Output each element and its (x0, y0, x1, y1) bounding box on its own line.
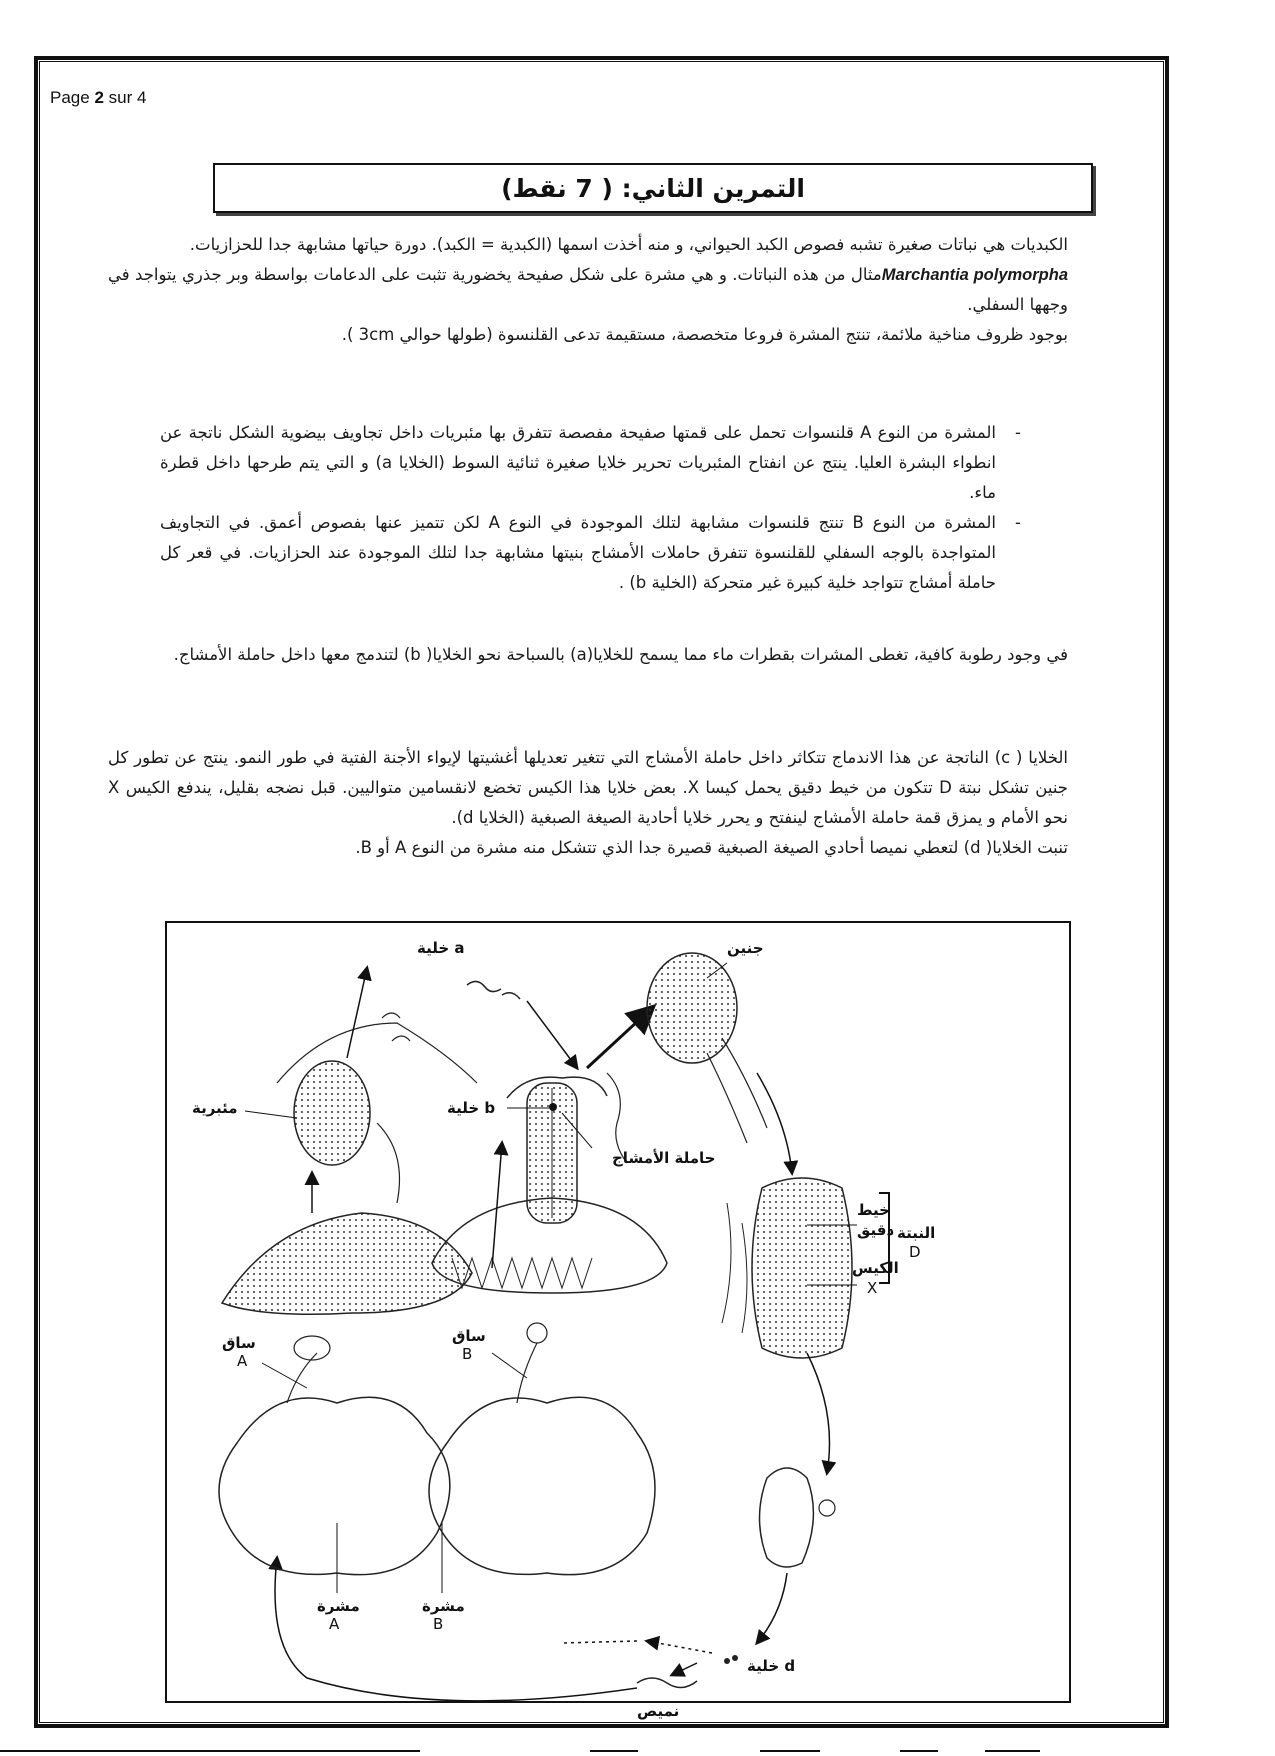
spore-d (732, 1655, 738, 1661)
label-thallus-b-1: مشرة (422, 1597, 465, 1615)
life-cycle-diagram (167, 923, 1069, 1720)
arrow-up-archegonium (492, 1143, 502, 1268)
embryo-drawing (647, 953, 767, 1143)
list-item (160, 418, 1040, 508)
fertilization-paragraph (108, 640, 1068, 670)
page-number-current: 2 (94, 88, 104, 107)
label-cell-d: خلية d (747, 1657, 796, 1675)
paragraph-2: في وجود رطوبة كافية، تغطى المشرات بقطرات ماء مما يسمح للخلايا(a) بالسباحة نحو الخلايا( b) لتندمج معها داخل حاملة الأمشاج. (173, 645, 1068, 664)
bullet-marker: - (1015, 423, 1021, 442)
footer-rule (900, 1750, 938, 1752)
thallus-type-list (160, 418, 1040, 598)
label-thallus-b-2: B (433, 1615, 444, 1633)
label-cell-b: خلية b (447, 1099, 496, 1117)
page-number-prefix: Page (50, 88, 90, 107)
leader-stalk-b (492, 1353, 527, 1378)
label-stalk-a-1: ساق (222, 1334, 256, 1352)
intro-section (108, 230, 1068, 350)
thallus-a-drawing (219, 1336, 450, 1575)
released-sperm (392, 1036, 410, 1041)
label-archegonium: حاملة الأمشاج (612, 1149, 716, 1167)
bullet-text-type-a: المشرة من النوع A قلنسوات تحمل على قمتها صفيحة مفصصة تتفرق بها مئبريات داخل تجاويف بيضوية الشكل ناتجة عن انطواء البشرة العليا. ينتج عن انفتاح المئبريات تحرير خلايا صغيرة ثنائية السوط (الخلايا a) و التي يتم طرحها داخل قطرة ماء. (160, 423, 996, 502)
footer-rule (985, 1750, 1040, 1752)
footer-rule (760, 1750, 820, 1752)
open-capsule-drawing (760, 1468, 836, 1567)
exercise-title-box (213, 163, 1093, 213)
development-paragraph (108, 743, 1068, 863)
arrow-a-to-archegonium (527, 1001, 577, 1068)
footer-rule (590, 1750, 638, 1752)
intro-paragraph-3: بوجود ظروف مناخية ملائمة، تنتج المشرة فروعا متخصصة، مستقيمة تدعى القلنسوة (طولها حوالي 3cm ). (341, 325, 1068, 344)
label-sac-2: X (867, 1279, 878, 1297)
arrow-to-embryo (587, 1008, 652, 1068)
label-plant-2: D (909, 1243, 921, 1261)
label-filament-1: خيط (857, 1201, 890, 1219)
label-plant-1: النبتة (897, 1224, 936, 1242)
label-embryo: جنين (727, 939, 764, 957)
label-sac-1: الكيس (852, 1259, 899, 1277)
intro-paragraph-2-text: مثال من هذه النباتات. و هي مشرة على شكل صفيحة يخضورية تثبت على الدعامات بواسطة وبر جذري يتواجد في وجهها السفلي. (108, 265, 1068, 314)
sporophyte-drawing (722, 1178, 852, 1358)
exercise-title: التمرين الثاني: ( 7 نقط) (501, 173, 805, 203)
bullet-text-type-b: المشرة من النوع B تنتج قلنسوات مشابهة لتلك الموجودة في النوع A لكن تتميز عنها بفصوص أعمق. في التجاويف المتواجدة بالوجه السفلي للقلنسوة تتفرق حاملات الأمشاج بنيتها مشابهة جدا لتلك الموجودة عند الحزازيات. في قعر كل حاملة أمشاج تتواجد خلية كبيرة غير متحركة (الخلية b) . (160, 513, 997, 592)
label-filament-2: دقيق (857, 1221, 895, 1239)
intro-paragraph-1: الكبديات هي نباتات صغيرة تشبه فصوص الكبد الحيواني، و منه أخذت اسمها (الكبدية = الكبد). دورة حياتها مشابهة جدا للحزازيات. (189, 235, 1068, 254)
label-protonema: نميص (637, 1702, 680, 1720)
protonema-drawing (637, 1678, 697, 1688)
label-cell-a: خلية a (417, 939, 465, 957)
paragraph-3-line-1: الخلايا ( c) الناتجة عن هذا الاندماج تتكاثر داخل حاملة الأمشاج التي تتغير تعديلها أغشيتها لإيواء الأجنة الفتية في طور النمو. ينتج عن تطور كل جنين تشكل نبتة D تتكون من خيط دقيق يحمل كيسا X. بعض خلايا هذا الكيس تخضع لانقسامين متواليين. قبل نضجه بقليل، يندفع الكيس X نحو الأمام و يمزق قمة حاملة الأمشاج لينفتح و يحرر خلايا أحادية الصيغة الصبغية (الخلايا d). (108, 748, 1069, 827)
label-thallus-a-1: مشرة (317, 1597, 360, 1615)
leader-antheridium (245, 1111, 297, 1118)
intro-paragraph-2 (108, 260, 1068, 320)
label-thallus-a-2: A (329, 1615, 340, 1633)
egg-cell-dot (549, 1103, 557, 1111)
footer-rule (0, 1750, 420, 1752)
species-name: Marchantia polymorpha (881, 266, 1069, 284)
leader-stalk-a (262, 1363, 307, 1388)
label-antheridium: مئبرية (192, 1099, 238, 1117)
arrow-to-cell-d (757, 1573, 787, 1643)
sperm-cell-drawing (467, 981, 520, 999)
antheridial-disc-drawing (222, 1213, 472, 1314)
arrow-to-spores (807, 1353, 830, 1473)
arrow-dashed-to-b (647, 1641, 712, 1653)
label-stalk-b-2: B (462, 1345, 473, 1363)
arrow-up-release (347, 968, 367, 1058)
page-number-suffix: sur 4 (108, 88, 147, 107)
spore-d (724, 1658, 730, 1664)
arrow-dashed-between (562, 1641, 637, 1643)
arrow-to-sporophyte (757, 1073, 792, 1173)
released-sperm (382, 1013, 400, 1018)
paragraph-3-line-2: تنبت الخلايا( d) لتعطي نميصا أحادي الصيغة الصبغية قصيرة جدا الذي تتشكل منه مشرة من النوع A أو B. (355, 838, 1068, 857)
list-item (160, 508, 1040, 598)
bullet-marker: - (1015, 513, 1021, 532)
arrow-to-protonema (672, 1663, 697, 1675)
page-number (50, 88, 146, 108)
life-cycle-figure (165, 921, 1071, 1720)
label-stalk-b-1: ساق (452, 1327, 486, 1345)
label-stalk-a-2: A (237, 1352, 248, 1370)
